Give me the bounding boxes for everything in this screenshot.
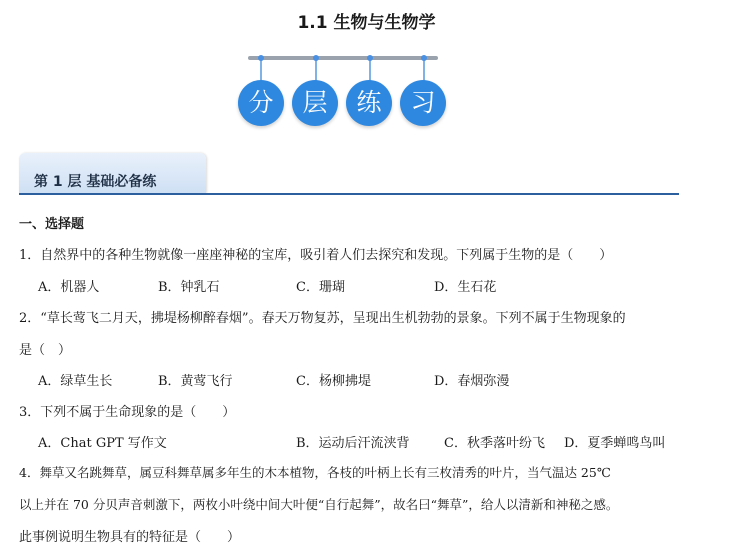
q3-option-c: C．秋季落叶纷飞: [444, 436, 545, 451]
question-4-stem-end: 此事例说明生物具有的特征是（ ）: [19, 530, 241, 545]
badge-lian: 练: [346, 80, 392, 126]
layer-divider: [19, 193, 679, 195]
q2-option-a: A．绿草生长: [38, 374, 113, 389]
q3-option-b: B．运动后汗流浃背: [296, 436, 410, 451]
layer-heading: 第 1 层 基础必备练: [34, 174, 157, 190]
rail-dot: [367, 55, 373, 61]
rail-dot: [421, 55, 427, 61]
q2-option-b: B．黄莺飞行: [158, 374, 233, 389]
question-2-stem-cont: 是（ ）: [19, 343, 72, 358]
rail-dot: [313, 55, 319, 61]
q1-option-c: C．珊瑚: [296, 280, 345, 295]
q1-option-d: D．生石花: [434, 280, 497, 295]
header-rail: [248, 56, 438, 60]
question-3-stem: 3．下列不属于生命现象的是（ ）: [19, 405, 236, 420]
badge-xi: 习: [400, 80, 446, 126]
question-4-stem-cont: 以上并在 70 分贝声音刺激下，两枚小叶绕中间大叶便“自行起舞”，故名曰“舞草”，给人以清新和神秘之感。: [19, 497, 619, 512]
question-2-stem: 2．“草长莺飞二月天，拂堤杨柳醉春烟”。春天万物复苏，呈现出生机勃勃的景象。下列不属于生物现象的: [19, 311, 626, 326]
rail-dot: [258, 55, 264, 61]
q2-option-d: D．春烟弥漫: [434, 374, 510, 389]
q2-option-c: C．杨柳拂堤: [296, 374, 371, 389]
q1-option-a: A．机器人: [38, 280, 100, 295]
q1-option-b: B．钟乳石: [158, 280, 220, 295]
section-heading: 一、选择题: [19, 217, 85, 232]
page-title: 1.1 生物与生物学: [297, 13, 436, 33]
question-4-stem: 4．舞草又名跳舞草，属豆科舞草属多年生的木本植物，各枝的叶柄上长有三枚清秀的叶片，当气温达 25℃: [19, 465, 611, 480]
q3-option-a: A．Chat GPT 写作文: [38, 436, 167, 451]
q3-option-d: D．夏季蝉鸣鸟叫: [564, 436, 666, 451]
badge-fen: 分: [238, 80, 284, 126]
question-1-stem: 1．自然界中的各种生物就像一座座神秘的宝库，吸引着人们去探究和发现。下列属于生物的是（ ）: [19, 248, 613, 263]
badge-ceng: 层: [292, 80, 338, 126]
